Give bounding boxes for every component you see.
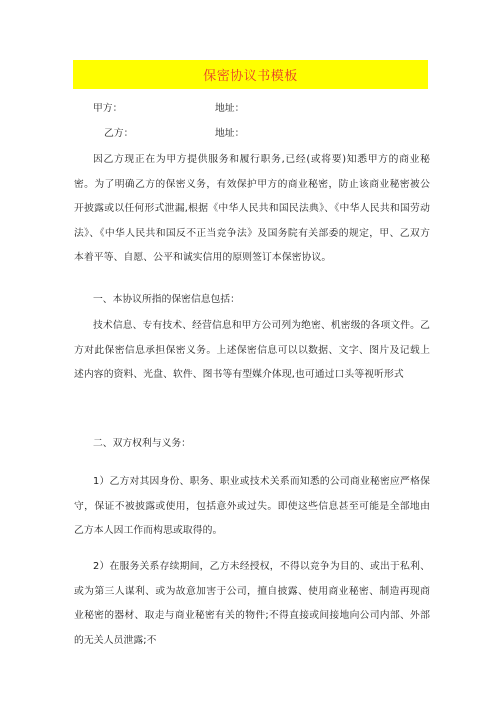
section-1-heading: 一、本协议所指的保密信息包括： xyxy=(93,294,240,305)
party-b-label: 乙方： xyxy=(104,128,134,139)
section-2-item-1: 1）乙方对其因身份、职务、职业或技术关系而知悉的公司商业秘密应严格保守，保证不被披露或使用，包括意外或过失。即使这些信息甚至可能是全部地由乙方本人因工作而构思或取得的。 xyxy=(74,476,430,536)
party-b-address-label: 地址： xyxy=(215,128,245,139)
section-1-body: 技术信息、专有技术、经营信息和甲方公司列为绝密、机密级的各项文件。乙方对此保密信息承担保密义务。上述保密信息可以以数据、文字、图片及记载上述内容的资料、光盘、软件、图书等有型媒介体现,也可通过口头等视听形式 xyxy=(74,320,430,380)
intro-paragraph: 因乙方现正在为甲方提供服务和履行职务,已经(或将要)知悉甲方的商业秘密。为了明确乙方的保密义务，有效保护甲方的商业秘密，防止该商业秘密被公开披露或以任何形式泄漏,根据《中华人民共和国民法典》、《中华人民共和国劳动法》、《中华人民共和国反不正当竞争法》及国务院有关部委的规定，甲、乙双方本着平等、自愿、公平和诚实信用的原则签订本保密协议。 xyxy=(74,154,430,263)
party-a-address-label: 地址： xyxy=(215,103,245,114)
title-banner xyxy=(73,60,428,89)
party-a-label: 甲方： xyxy=(93,103,123,114)
section-2-item-2: 2）在服务关系存续期间，乙方未经授权，不得以竞争为目的、或出于私利、或为第三人谋利、或为故意加害于公司，擅自披露、使用商业秘密、制造再现商业秘密的器材、取走与商业秘密有关的物件;不得直接或间接地向公司内部、外部的无关人员泄露;不 xyxy=(74,561,430,646)
section-2-heading: 二、双方权利与义务： xyxy=(93,438,191,449)
document-title: 保密协议书模板 xyxy=(203,69,298,84)
